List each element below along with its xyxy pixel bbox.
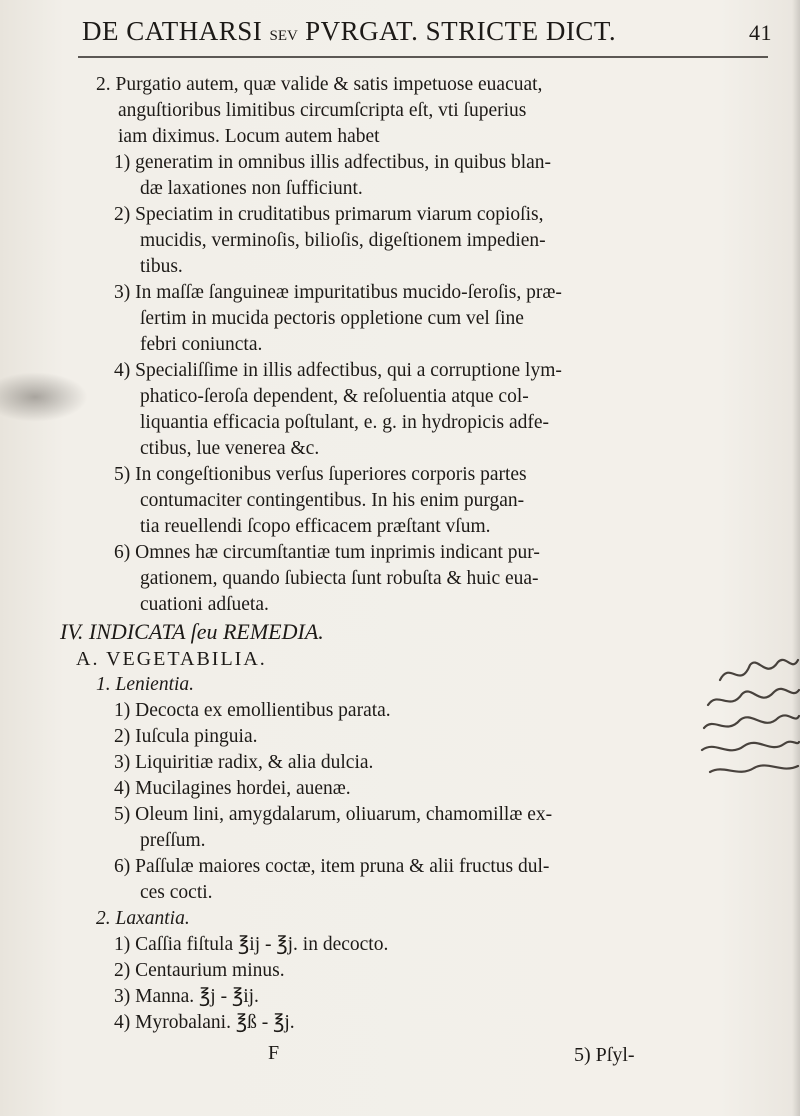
- page-number: 41: [749, 20, 772, 45]
- list-item: 3) Liquiritiæ radix, & alia dulcia.: [114, 752, 374, 773]
- list-item: 1) Caſſia fiſtula ℥ij - ℥j. in decocto.: [114, 934, 389, 955]
- list-item: 5) Oleum lini, amygdalarum, oliuarum, chamomillæ ex-: [114, 804, 553, 825]
- signature-mark: F: [268, 1042, 280, 1064]
- running-title-part1: DE CATHARSI: [82, 16, 263, 46]
- page-edge-shadow: [792, 0, 800, 1116]
- catchword: 5) Pſyl-: [574, 1044, 635, 1066]
- text-line: phatico-ſeroſa dependent, & reſoluentia atque col-: [140, 386, 529, 407]
- category-heading: 2. Laxantia.: [96, 908, 190, 929]
- text-line: anguſtioribus limitibus circumſcripta eſt, vti ſuperius: [118, 100, 527, 121]
- list-item: 1) Decocta ex emollientibus parata.: [114, 700, 391, 721]
- text-line: 4) Specialiſſime in illis adfectibus, qui a corruptione lym-: [114, 360, 562, 381]
- text-line: 2) Speciatim in cruditatibus primarum viarum copioſis,: [114, 204, 544, 225]
- text-line: ctibus, lue venerea &c.: [140, 438, 320, 459]
- list-item: 2) Iuſcula pinguia.: [114, 726, 258, 747]
- list-item: 2) Centaurium minus.: [114, 960, 285, 981]
- running-title-sev: SEV: [269, 28, 298, 44]
- text-line: gationem, quando ſubiecta ſunt robuſta & huic eua-: [140, 568, 539, 589]
- text-line: 5) In congeſtionibus verſus ſuperiores corporis partes: [114, 464, 527, 485]
- handwritten-marginalia: [700, 650, 800, 790]
- text-line: 2. Purgatio autem, quæ valide & satis impetuose euacuat,: [96, 74, 543, 95]
- text-line: cuationi adſueta.: [140, 594, 269, 615]
- category-heading: 1. Lenientia.: [96, 674, 195, 695]
- text-line: iam diximus. Locum autem habet: [118, 126, 380, 147]
- text-line: mucidis, verminoſis, bilioſis, digeſtionem impedien-: [140, 230, 546, 251]
- running-title-part2: PVRGAT. STRICTE DICT.: [305, 16, 617, 46]
- list-item: preſſum.: [140, 830, 206, 851]
- list-item: 4) Myrobalani. ℥ß - ℥j.: [114, 1012, 295, 1033]
- text-line: contumaciter contingentibus. In his enim purgan-: [140, 490, 525, 511]
- list-item: ces cocti.: [140, 882, 213, 903]
- list-item: 4) Mucilagines hordei, auenæ.: [114, 778, 351, 799]
- text-line: tibus.: [140, 256, 183, 277]
- text-line: dæ laxationes non ſufficiunt.: [140, 178, 363, 199]
- text-line: febri coniuncta.: [140, 334, 263, 355]
- list-item: 3) Manna. ℥j - ℥ij.: [114, 986, 259, 1007]
- text-line: 6) Omnes hæ circumſtantiæ tum inprimis indicant pur-: [114, 542, 540, 563]
- text-line: ſertim in mucida pectoris oppletione cum vel ſine: [140, 308, 524, 329]
- text-line: tia reuellendi ſcopo efficacem præſtant vſum.: [140, 516, 491, 537]
- text-line: liquantia efficacia poſtulant, e. g. in hydropicis adfe-: [140, 412, 549, 433]
- text-line: 1) generatim in omnibus illis adfectibus, in quibus blan-: [114, 152, 552, 173]
- subsection-heading: A. VEGETABILIA.: [76, 648, 267, 670]
- list-item: 6) Paſſulæ maiores coctæ, item pruna & alii fructus dul-: [114, 856, 550, 877]
- section-heading: IV. INDICATA ſeu REMEDIA.: [60, 619, 324, 644]
- text-line: 3) In maſſæ ſanguineæ impuritatibus mucido-ſeroſis, præ-: [114, 282, 562, 303]
